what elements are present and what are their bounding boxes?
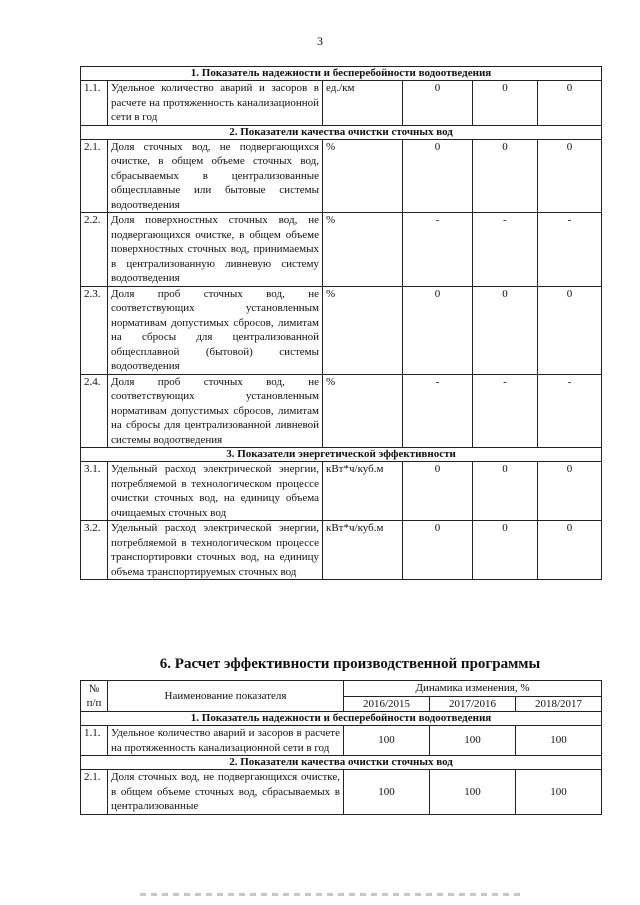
- indicator-description: Удельное количество аварий и засоров в расчете на протяженность канализационной сети в год: [108, 726, 344, 756]
- unit: %: [323, 139, 403, 213]
- indicator-value: 0: [403, 139, 473, 213]
- indicator-value: 0: [403, 462, 473, 521]
- row-number: 2.2.: [81, 213, 108, 287]
- indicator-value: 0: [473, 139, 538, 213]
- indicator-description: Доля сточных вод, не подвергающихся очистке, в общем объеме сточных вод, сбрасываемых в централизованные общесплавные или бытовые системы водоотведения: [108, 139, 323, 213]
- table-header-row: [81, 681, 602, 697]
- table-row: [81, 81, 602, 126]
- indicator-value: 0: [538, 521, 602, 580]
- unit: кВт*ч/куб.м: [323, 521, 403, 580]
- dynamics-value: 100: [516, 726, 602, 756]
- row-number: 2.1.: [81, 139, 108, 213]
- row-number: 2.4.: [81, 374, 108, 448]
- header-num: № п/п: [81, 681, 108, 712]
- page-number: 3: [317, 34, 323, 48]
- indicator-value: -: [403, 374, 473, 448]
- header-period-3: 2018/2017: [516, 696, 602, 712]
- indicator-value: 0: [473, 521, 538, 580]
- indicator-description: Удельное количество аварий и засоров в расчете на протяженность канализационной сети в год: [108, 81, 323, 126]
- row-number: 3.2.: [81, 521, 108, 580]
- scan-artifact: [140, 893, 520, 896]
- row-number: 1.1.: [81, 81, 108, 126]
- row-number: 2.3.: [81, 286, 108, 374]
- indicator-value: -: [538, 213, 602, 287]
- header-dynamics: Динамика изменения, %: [344, 681, 602, 697]
- indicator-value: -: [538, 374, 602, 448]
- indicator-value: -: [473, 374, 538, 448]
- indicator-value: -: [473, 213, 538, 287]
- dynamics-value: 100: [430, 726, 516, 756]
- section-header-row: [81, 712, 602, 726]
- table-row: [81, 374, 602, 448]
- efficiency-table: [80, 680, 602, 815]
- section-header-row: [81, 448, 602, 462]
- section-title: 1. Показатель надежности и бесперебойности водоотведения: [81, 712, 602, 726]
- section-title: 1. Показатель надежности и бесперебойности водоотведения: [81, 67, 602, 81]
- indicator-value: 0: [403, 81, 473, 126]
- indicator-description: Доля сточных вод, не подвергающихся очистке, в общем объеме сточных вод, сбрасываемых в централизованные: [108, 770, 344, 815]
- indicator-value: 0: [403, 521, 473, 580]
- indicator-value: -: [403, 213, 473, 287]
- table-row: [81, 521, 602, 580]
- header-name: Наименование показателя: [108, 681, 344, 712]
- header-period-2: 2017/2016: [430, 696, 516, 712]
- row-number: 3.1.: [81, 462, 108, 521]
- indicator-description: Доля поверхностных сточных вод, не подвергающихся очистке, в общем объеме поверхностных сточных вод, принимаемых в централизованную ливневую систему водоотведения: [108, 213, 323, 287]
- dynamics-value: 100: [344, 770, 430, 815]
- row-number: 2.1.: [81, 770, 108, 815]
- indicator-value: 0: [473, 286, 538, 374]
- section-header-row: [81, 756, 602, 770]
- indicator-description: Доля проб сточных вод, не соответствующих установленным нормативам допустимых сбросов, лимитам на сбросы для централизованной общесплавной (бытовой) системы водоотведения: [108, 286, 323, 374]
- header-period-1: 2016/2015: [344, 696, 430, 712]
- table-row: [81, 726, 602, 756]
- indicator-description: Удельный расход электрической энергии, потребляемой в технологическом процессе транспортировки сточных вод, на единицу объема транспортируемых сточных вод: [108, 521, 323, 580]
- indicator-value: 0: [538, 286, 602, 374]
- indicator-value: 0: [538, 81, 602, 126]
- unit: %: [323, 213, 403, 287]
- indicator-description: Удельный расход электрической энергии, потребляемой в технологическом процессе очистки сточных вод, на единицу объема очищаемых сточных вод: [108, 462, 323, 521]
- indicator-value: 0: [473, 81, 538, 126]
- indicator-value: 0: [538, 462, 602, 521]
- dynamics-value: 100: [430, 770, 516, 815]
- indicator-description: Доля проб сточных вод, не соответствующих установленным нормативам допустимых сбросов, лимитам на сбросы для централизованной ливневой системы водоотведения: [108, 374, 323, 448]
- table-row: [81, 770, 602, 815]
- section-6-title: 6. Расчет эффективности производственной программы: [159, 656, 541, 672]
- section-title: 2. Показатели качества очистки сточных вод: [81, 125, 602, 139]
- section-header-row: [81, 67, 602, 81]
- unit: %: [323, 286, 403, 374]
- section-header-row: [81, 125, 602, 139]
- indicators-table: [80, 66, 602, 580]
- table-row: [81, 213, 602, 287]
- table-row: [81, 462, 602, 521]
- dynamics-value: 100: [344, 726, 430, 756]
- unit: %: [323, 374, 403, 448]
- indicator-value: 0: [473, 462, 538, 521]
- table-row: [81, 286, 602, 374]
- unit: ед./км: [323, 81, 403, 126]
- section-title: 3. Показатели энергетической эффективности: [81, 448, 602, 462]
- unit: кВт*ч/куб.м: [323, 462, 403, 521]
- indicator-value: 0: [403, 286, 473, 374]
- table-row: [81, 139, 602, 213]
- dynamics-value: 100: [516, 770, 602, 815]
- row-number: 1.1.: [81, 726, 108, 756]
- section-title: 2. Показатели качества очистки сточных вод: [81, 756, 602, 770]
- indicator-value: 0: [538, 139, 602, 213]
